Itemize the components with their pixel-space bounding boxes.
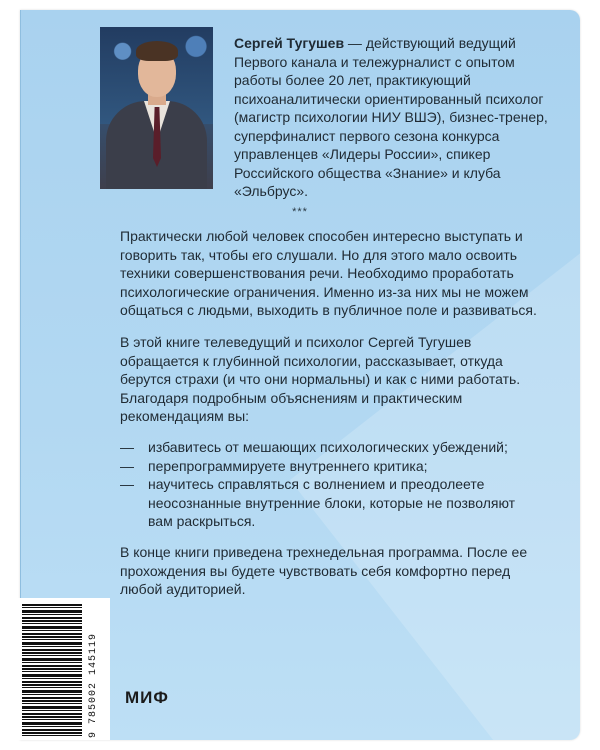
description-paragraph-2: В этой книге телеведущий и психолог Сергей Тугушев обращается к глубинной психологии, рассказывает, откуда берутся страхи (и что они нормальны) и как с ними работать. Благодаря подробным объяснениям и практическим рекомендациям вы: xyxy=(120,334,521,424)
description-paragraph-1: Практически любой человек способен интересно выступать и говорить так, чтобы его слушали. Но для этого мало освоить техники совершенствования речи. Необходимо проработать психологические ограничения. Именно из-за них мы не можем общаться с людьми, выходить в публичное поле и развиваться. xyxy=(120,228,537,318)
description-paragraph-3: В конце книги приведена трехнедельная программа. После ее прохождения вы будете чувствовать себя комфортно перед любой аудиторией. xyxy=(120,544,528,597)
section-divider: *** xyxy=(292,206,308,218)
benefits-list xyxy=(120,438,540,531)
list-dash: — xyxy=(120,457,134,474)
list-item xyxy=(120,438,540,457)
author-bio xyxy=(234,34,564,201)
list-item-text: перепрограммируете внутреннего критика; xyxy=(148,457,428,474)
list-item-text: избавитесь от мешающих психологических убеждений; xyxy=(148,439,508,455)
list-item xyxy=(120,457,540,476)
isbn-barcode xyxy=(22,604,82,736)
author-bio-text: — действующий ведущий Первого канала и тележурналист с опытом работы более 20 лет, практикующий психоаналитически ориентированный психолог (магистр психологии НИУ ВШЭ), бизнес-тренер, суперфиналист первого сезона конкурса управленцев «Лидеры России», спикер Российского общества «Знание» и клуба «Эльбрус». xyxy=(234,35,548,199)
list-dash: — xyxy=(120,476,134,492)
isbn-digits: 9 785002 145119 xyxy=(88,632,99,738)
author-photo xyxy=(100,27,213,189)
list-dash: — xyxy=(120,439,134,455)
list-item-text: научитесь справляться с волнением и преодолеете неосознанные внутренние блоки, которые не позволяют вам раскрыться. xyxy=(148,476,516,529)
author-name: Сергей Тугушев xyxy=(234,35,345,51)
publisher-logo: МИФ xyxy=(125,688,169,707)
list-item xyxy=(120,475,540,531)
